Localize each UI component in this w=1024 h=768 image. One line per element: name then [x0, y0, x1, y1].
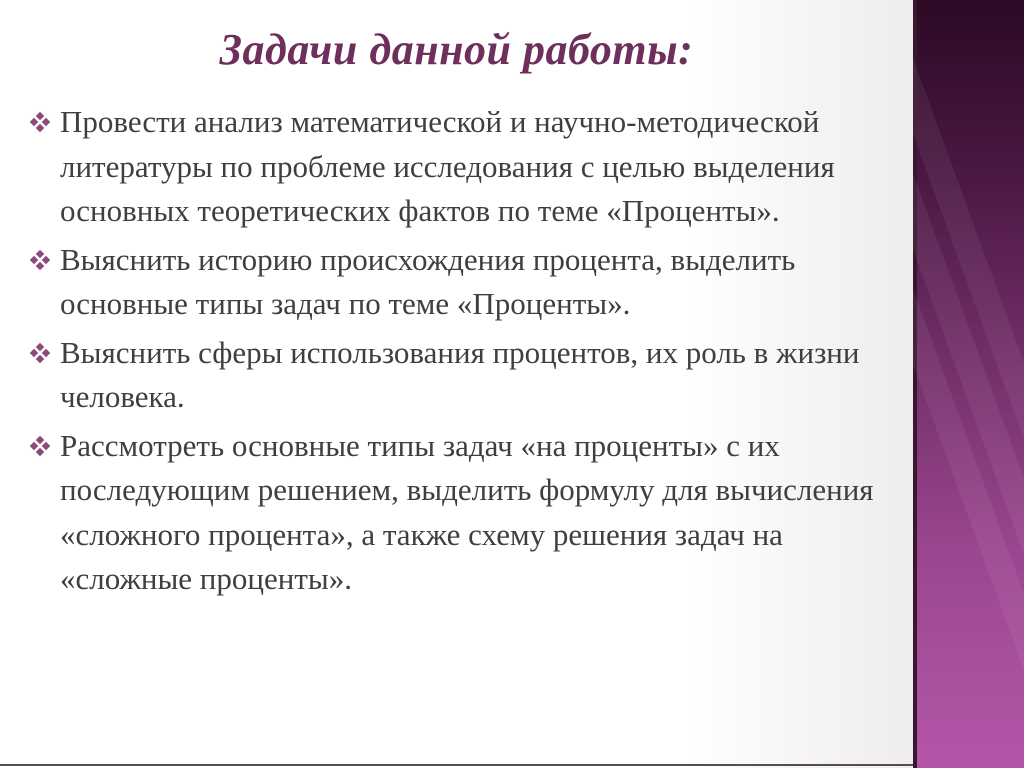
list-item: [28, 331, 878, 420]
diamond-cluster-icon: [30, 112, 50, 132]
diamond-cluster-icon: [30, 250, 50, 270]
diamond-cluster-icon: [30, 343, 50, 363]
bottom-divider: [0, 764, 913, 766]
list-item: [28, 238, 878, 327]
list-item-text: Выяснить историю происхождения процента, выделить основные типы задач по теме «Проценты».: [60, 241, 796, 321]
task-list: [28, 100, 878, 606]
list-item: [28, 100, 878, 234]
decorative-side-panel: [913, 0, 1024, 768]
list-item-text: Провести анализ математической и научно-методической литературы по проблеме исследования с целью выделения основных теоретических фактов по теме «Проценты».: [60, 104, 835, 228]
list-item-text: Выяснить сферы использования процентов, их роль в жизни человека.: [60, 334, 860, 414]
list-item-text: Рассмотреть основные типы задач «на проценты» с их последующим решением, выделить формулу для вычисления «сложного процента», а также схему решения задач на «сложные проценты».: [60, 427, 874, 596]
diamond-cluster-icon: [30, 436, 50, 456]
list-item: [28, 424, 878, 602]
slide-title: Задачи данной работы:: [219, 25, 694, 74]
